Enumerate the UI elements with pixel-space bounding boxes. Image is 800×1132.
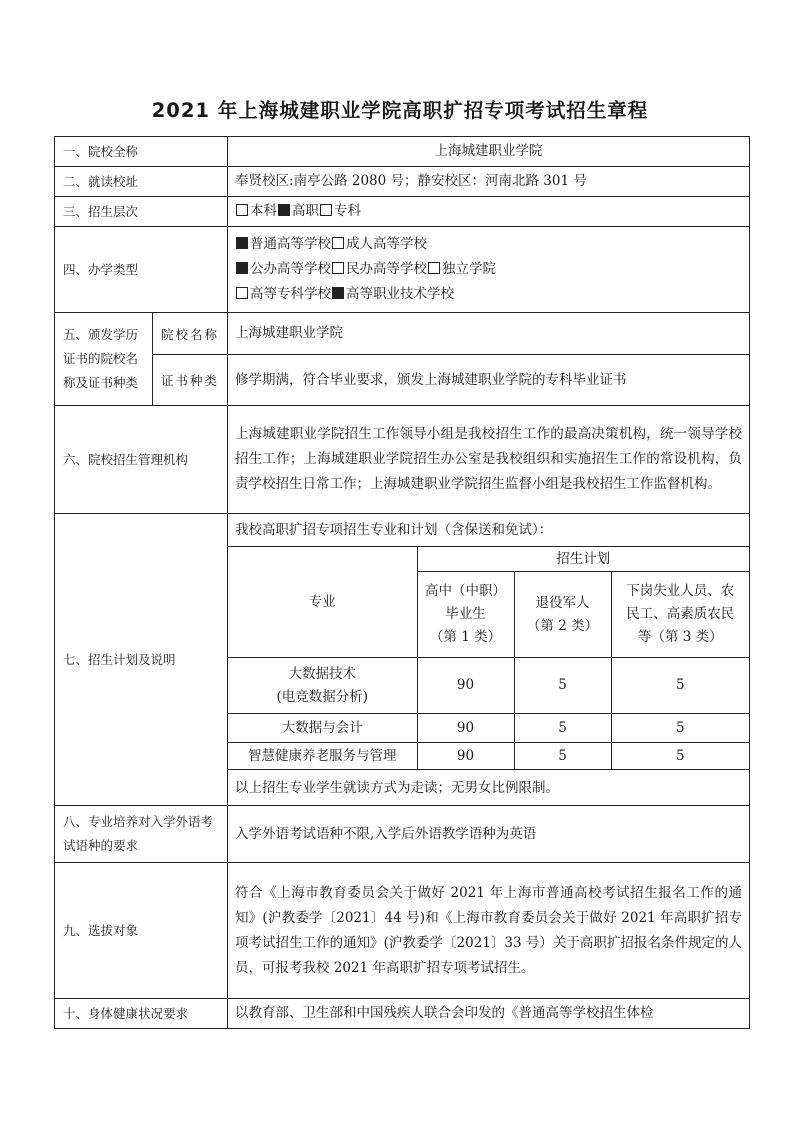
category-2-quota: 5 (514, 714, 611, 743)
category-3-quota: 5 (611, 658, 749, 714)
row-foreign-language (55, 806, 750, 863)
option-label: 专科 (334, 203, 362, 219)
row-label: 五、颁发学历证书的院校名称及证书种类 (55, 313, 153, 406)
major-name-line: (电竞数据分析) (276, 688, 369, 705)
school-full-name: 上海城建职业学院 (228, 137, 750, 167)
category-1-quota: 90 (417, 743, 514, 770)
major-header: 专业 (228, 547, 417, 658)
plan-intro: 我校高职扩招专项招生专业和计划（含保送和免试）： (235, 522, 553, 538)
unchecked-box-icon (332, 262, 344, 274)
checked-box-icon (236, 262, 248, 274)
table-row (228, 743, 749, 770)
option-label: 民办高等学校 (346, 261, 428, 277)
category-1-quota: 90 (417, 658, 514, 714)
category-2-header (514, 572, 611, 658)
row-health-requirement (55, 999, 750, 1029)
unchecked-box-icon (236, 287, 248, 299)
checked-box-icon (332, 287, 344, 299)
row-label: 三、招生层次 (55, 197, 228, 227)
unchecked-box-icon (332, 237, 344, 249)
row-school-type (55, 227, 750, 313)
checked-box-icon (236, 237, 248, 249)
category-2-quota: 5 (514, 658, 611, 714)
enrollment-plan-cell (228, 514, 750, 806)
table-row (228, 658, 749, 714)
header-line: 高中（中职） (425, 583, 507, 599)
plan-header: 招生计划 (417, 547, 749, 572)
category-3-quota: 5 (611, 743, 749, 770)
option-label: 成人高等学校 (346, 236, 428, 252)
row-label: 六、院校招生管理机构 (55, 406, 228, 514)
category-2-quota: 5 (514, 743, 611, 770)
quota-table (228, 546, 749, 770)
foreign-language-text: 入学外语考试语种不限,入学后外语教学语种为英语 (228, 806, 750, 863)
health-requirement-text: 以教育部、卫生部和中国残疾人联合会印发的《普通高等学校招生体检 (228, 999, 750, 1029)
row-label: 十、身体健康状况要求 (55, 999, 228, 1029)
unchecked-box-icon (320, 204, 332, 216)
option-line (235, 232, 742, 257)
school-name-sublabel: 院校名称 (153, 313, 228, 355)
row-enrollment-plan (55, 514, 750, 806)
row-certificate-school (55, 313, 750, 355)
row-admissions-office (55, 406, 750, 514)
option-label: 独立学院 (442, 261, 497, 277)
page-title: 2021 年上海城建职业学院高职扩招专项考试招生章程 (151, 99, 649, 122)
header-line: 下岗失业人员、农 (626, 583, 735, 599)
row-school-name (55, 137, 750, 167)
campus-address: 奉贤校区:南亭公路 2080 号；静安校区：河南北路 301 号 (228, 167, 750, 197)
table-row (228, 714, 749, 743)
row-selection-target (55, 863, 750, 999)
certificate-type: 修学期满，符合毕业要求，颁发上海城建职业学院的专科毕业证书 (228, 355, 750, 406)
option-label: 公办高等学校 (250, 261, 332, 277)
unchecked-box-icon (428, 262, 440, 274)
major-name: 大数据与会计 (228, 714, 417, 743)
major-name: 智慧健康养老服务与管理 (228, 743, 417, 770)
category-1-quota: 90 (417, 714, 514, 743)
option-label: 本科 (250, 203, 278, 219)
row-label: 八、专业培养对入学外语考试语种的要求 (55, 806, 228, 863)
unchecked-box-icon (236, 204, 248, 216)
header-line: 退役军人 (535, 594, 590, 611)
row-label: 一、院校全称 (55, 137, 228, 167)
admission-charter-table (54, 136, 750, 1029)
plan-note: 以上招生专业学生就读方式为走读；无男女比例限制。 (235, 780, 560, 796)
row-enrollment-level (55, 197, 750, 227)
category-1-header (417, 572, 514, 658)
major-name-line: 大数据技术 (288, 665, 357, 682)
school-type-options (228, 227, 750, 313)
row-certificate-type (55, 355, 750, 406)
option-label: 高职 (292, 203, 320, 219)
row-label: 七、招生计划及说明 (55, 514, 228, 806)
selection-target-text: 符合《上海市教育委员会关于做好 2021 年上海市普通高校考试招生报名工作的通知》(沪教委学〔2021〕44 号)和《上海市教育委员会关于做好 2021 年高职扩招专项考试招生工作的通知》(沪教委学〔2021〕33 号）关于高职扩招报名条件规定的人员，可报考我校 2021 年高职扩招专项考试招生。 (228, 863, 750, 999)
enrollment-level-options (228, 197, 750, 227)
certificate-school-name: 上海城建职业学院 (228, 313, 750, 355)
row-label: 四、办学类型 (55, 227, 228, 313)
major-name (228, 658, 417, 714)
category-3-header (611, 572, 749, 658)
row-label: 九、选拔对象 (55, 863, 228, 999)
option-label: 普通高等学校 (250, 236, 332, 252)
option-label: 高等职业技术学校 (346, 286, 455, 302)
option-line (235, 282, 742, 307)
option-label: 高等专科学校 (250, 286, 332, 302)
checked-box-icon (278, 204, 290, 216)
header-line: （第 1 类） (429, 629, 502, 645)
row-campus-address (55, 167, 750, 197)
category-3-quota: 5 (611, 714, 749, 743)
row-label: 二、就读校址 (55, 167, 228, 197)
certificate-type-sublabel: 证书种类 (153, 355, 228, 406)
header-line: 等（第 3 类） (637, 629, 723, 645)
admissions-office-text: 上海城建职业学院招生工作领导小组是我校招生工作的最高决策机构，统一领导学校招生工作；上海城建职业学院招生办公室是我校组织和实施招生工作的常设机构，负责学校招生日常工作；上海城建职业学院招生监督小组是我校招生工作监督机构。 (228, 406, 750, 514)
header-line: 毕业生 (445, 606, 486, 622)
header-line: （第 2 类） (526, 617, 599, 634)
header-line: 民工、高素质农民 (626, 606, 735, 622)
option-line (235, 257, 742, 282)
